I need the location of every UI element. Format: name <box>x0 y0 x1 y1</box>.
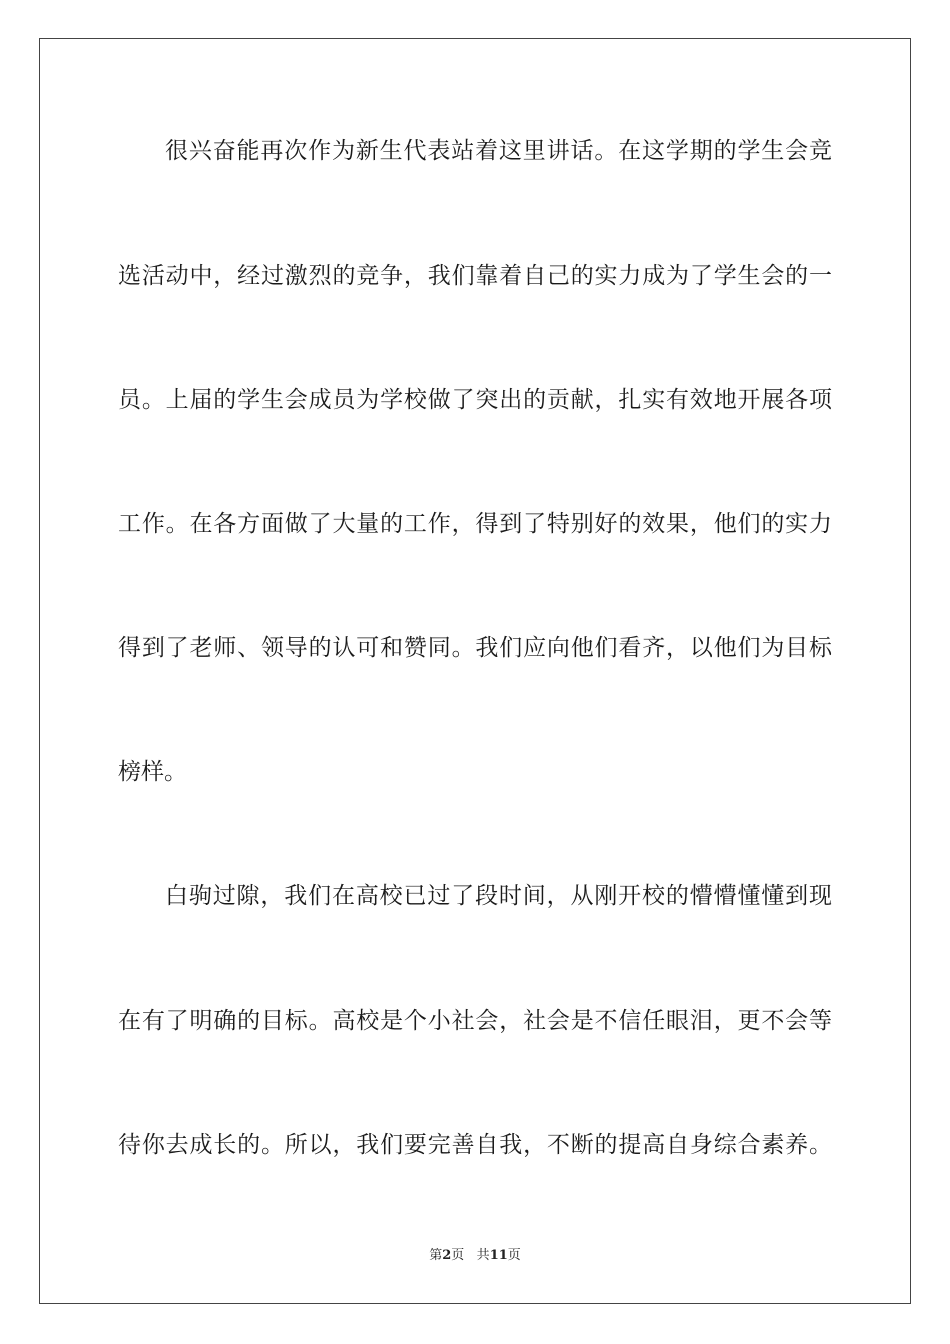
total-label-prefix: 共 <box>476 1248 490 1263</box>
paragraph-1-line-1: 很兴奋能再次作为新生代表站着这里讲话。在这学期的学生会竞 <box>165 138 832 164</box>
page-footer <box>0 1247 950 1265</box>
paragraph-1-line-6: 榜样。 <box>118 759 187 785</box>
page-border <box>39 38 911 1304</box>
page-label-suffix: 页 <box>451 1248 465 1263</box>
paragraph-2-line-3: 待你去成长的。所以，我们要完善自我，不断的提高自身综合素养。 <box>118 1132 832 1158</box>
paragraph-2-line-1: 白驹过隙，我们在高校已过了段时间，从刚开校的懵懵懂懂到现 <box>165 883 832 909</box>
total-label-suffix: 页 <box>507 1248 521 1263</box>
page-number: 2 <box>442 1248 452 1263</box>
total-pages: 11 <box>489 1248 508 1263</box>
paragraph-1-line-4: 工作。在各方面做了大量的工作，得到了特别好的效果，他们的实力 <box>118 511 832 537</box>
paragraph-1-line-5: 得到了老师、领导的认可和赞同。我们应向他们看齐，以他们为目标 <box>118 635 832 661</box>
page-label-prefix: 第 <box>429 1248 443 1263</box>
paragraph-1-line-2: 选活动中，经过激烈的竞争，我们靠着自己的实力成为了学生会的一 <box>118 263 832 289</box>
paragraph-1-line-3: 员。上届的学生会成员为学校做了突出的贡献，扎实有效地开展各项 <box>118 387 832 413</box>
paragraph-2-line-2: 在有了明确的目标。高校是个小社会，社会是不信任眼泪，更不会等 <box>118 1008 832 1034</box>
